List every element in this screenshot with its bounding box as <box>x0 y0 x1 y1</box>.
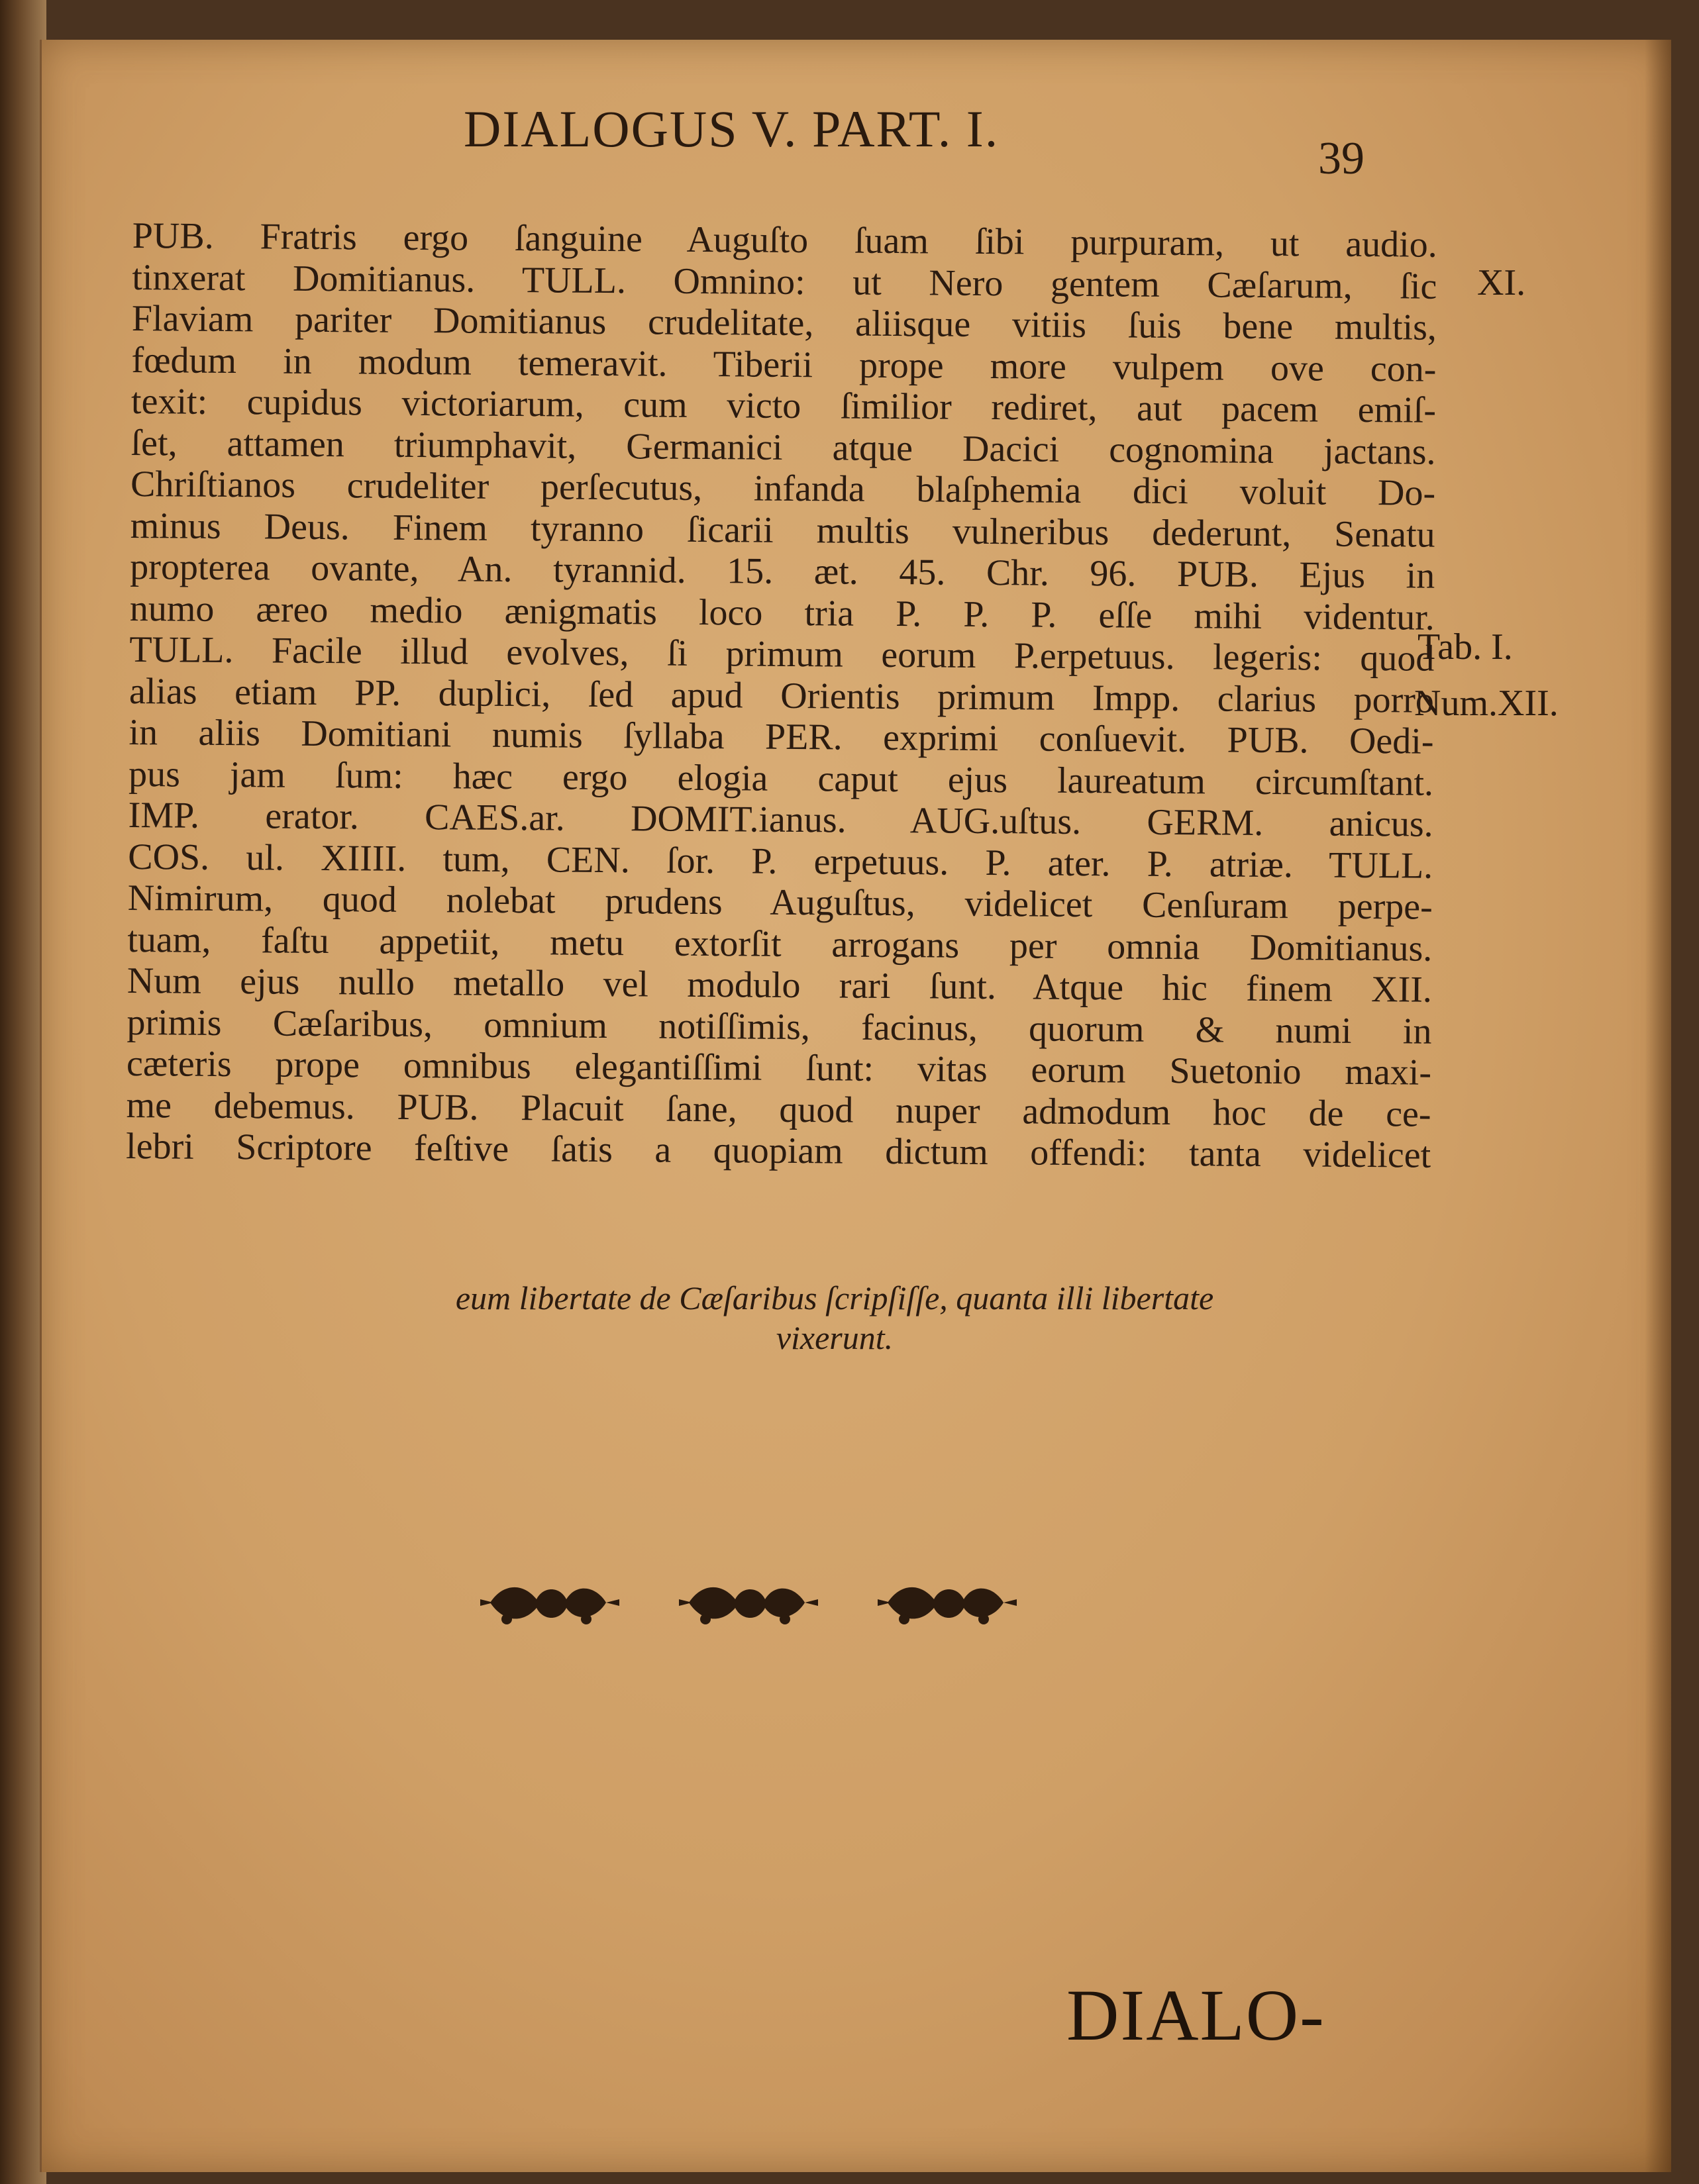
catchword: DIALO- <box>1066 1975 1325 2056</box>
margin-note-number: Num.XII. <box>1414 683 1559 724</box>
printers-fleuron <box>477 1569 1047 1636</box>
text-line: IMP. erator. CAES.ar. DOMIT.ianus. AUG.uſtus. GERM. anicus. <box>128 794 1433 845</box>
text-line: tuam, faſtu appetiit, metu extorſit arrogans per omnia Domitianus. <box>127 918 1433 969</box>
running-title: DIALOGUS V. PART. I. <box>464 100 1000 158</box>
italic-quote <box>305 1278 1364 1358</box>
text-line: alias etiam PP. duplici, ſed apud Orientis primum Impp. clarius porro <box>129 670 1435 721</box>
body-text <box>126 215 1437 1176</box>
text-line: fœdum in modum temeravit. Tiberii prope more vulpem ove con- <box>131 339 1437 390</box>
quote-line: vixerunt. <box>776 1319 894 1356</box>
margin-note-table: Tab. I. <box>1417 626 1513 668</box>
text-line: Chriſtianos crudeliter perſecutus, infanda blaſphemia dici voluit Do- <box>130 463 1436 514</box>
text-line: PUB. Fratris ergo ſanguine Auguſto ſuam ſibi purpuram, ut audio. <box>132 215 1437 266</box>
quote-line: eum libertate de Cæſaribus ſcripſiſſe, quanta illi libertate <box>455 1279 1214 1316</box>
text-line: propterea ovante, An. tyrannid. 15. æt. 45. Chr. 96. PUB. Ejus in <box>130 546 1435 597</box>
text-line: Num ejus nullo metallo vel modulo rari ſunt. Atque hic finem XII. <box>127 960 1433 1011</box>
text-line: numo æreo medio ænigmatis loco tria P. P. P. eſſe mihi videntur. <box>129 587 1435 638</box>
page-number: 39 <box>1318 133 1364 184</box>
text-line: primis Cæſaribus, omnium notiſſimis, facinus, quorum & numi in <box>127 1001 1432 1052</box>
text-line: Nimirum, quod nolebat prudens Auguſtus, videlicet Cenſuram perpe- <box>127 877 1433 928</box>
text-line: pus jam ſum: hæc ergo elogia caput ejus laureatum circumſtant. <box>128 753 1434 804</box>
text-line: ſet, attamen triumphavit, Germanici atque Dacici cognomina jactans. <box>130 422 1436 473</box>
text-line: tinxerat Domitianus. TULL. Omnino: ut Nero gentem Cæſarum, ſic <box>132 256 1437 307</box>
fleuron-group-left <box>480 1587 619 1624</box>
text-line: Flaviam pariter Domitianus crudelitate, aliisque vitiis ſuis bene multis, <box>131 297 1437 348</box>
fleuron-group-middle <box>679 1587 818 1624</box>
text-line: minus Deus. Finem tyranno ſicarii multis vulneribus dederunt, Senatu <box>130 505 1435 556</box>
fleuron-group-right <box>878 1587 1017 1624</box>
text-line: in aliis Domitiani numis ſyllaba PER. exprimi conſuevit. PUB. Oedi- <box>129 711 1434 762</box>
text-line: cæteris prope omnibus elegantiſſimi ſunt: vitas eorum Suetonio maxi- <box>126 1042 1432 1093</box>
text-line: me debemus. PUB. Placuit ſane, quod nuper admodum hoc de ce- <box>126 1084 1431 1135</box>
text-line: texit: cupidus victoriarum, cum victo ſimilior rediret, aut pacem emiſ- <box>130 380 1437 431</box>
page-edge-shadow <box>1645 40 1671 2172</box>
margin-note-section: XI. <box>1477 262 1526 303</box>
text-line: COS. ul. XIIII. tum, CEN. ſor. P. erpetuus. P. ater. P. atriæ. TULL. <box>128 836 1433 887</box>
text-line: lebri Scriptore feſtive ſatis a quopiam dictum offendi: tanta videlicet <box>125 1125 1431 1176</box>
text-line: TULL. Facile illud evolves, ſi primum eorum P.erpetuus. legeris: quod <box>129 628 1435 679</box>
